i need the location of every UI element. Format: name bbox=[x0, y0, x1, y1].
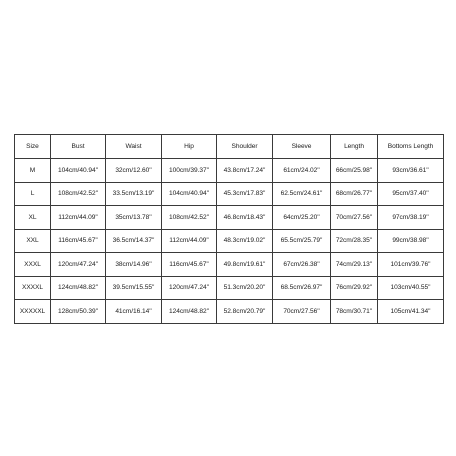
sleeve-cell: 65.5cm/25.79'' bbox=[273, 229, 331, 253]
header-row bbox=[15, 135, 444, 159]
shoulder-cell: 43.8cm/17.24'' bbox=[217, 159, 273, 183]
table-row bbox=[15, 206, 444, 230]
sleeve-cell: 61cm/24.02'' bbox=[273, 159, 331, 183]
shoulder-cell: 52.8cm/20.79'' bbox=[217, 300, 273, 324]
table-row bbox=[15, 159, 444, 183]
hip-cell: 108cm/42.52'' bbox=[162, 206, 217, 230]
length-cell: 74cm/29.13'' bbox=[331, 253, 378, 277]
size-cell: XXXXXL bbox=[15, 300, 51, 324]
shoulder-cell: 46.8cm/18.43'' bbox=[217, 206, 273, 230]
bottoms-length-cell: 101cm/39.76'' bbox=[378, 253, 444, 277]
sleeve-cell: 67cm/26.38'' bbox=[273, 253, 331, 277]
size-cell: XXXL bbox=[15, 253, 51, 277]
waist-cell: 36.5cm/14.37'' bbox=[106, 229, 162, 253]
bust-cell: 112cm/44.09'' bbox=[51, 206, 106, 230]
size-cell: XL bbox=[15, 206, 51, 230]
size-cell: M bbox=[15, 159, 51, 183]
hip-cell: 112cm/44.09'' bbox=[162, 229, 217, 253]
header-bottoms-length: Bottoms Length bbox=[378, 135, 444, 159]
hip-cell: 104cm/40.94'' bbox=[162, 182, 217, 206]
size-chart-body bbox=[15, 159, 444, 324]
header-sleeve: Sleeve bbox=[273, 135, 331, 159]
length-cell: 72cm/28.35'' bbox=[331, 229, 378, 253]
length-cell: 76cm/29.92'' bbox=[331, 276, 378, 300]
bottoms-length-cell: 93cm/36.61'' bbox=[378, 159, 444, 183]
sleeve-cell: 62.5cm/24.61'' bbox=[273, 182, 331, 206]
bottoms-length-cell: 103cm/40.55'' bbox=[378, 276, 444, 300]
size-cell: XXXXL bbox=[15, 276, 51, 300]
table-row bbox=[15, 300, 444, 324]
bottoms-length-cell: 95cm/37.40'' bbox=[378, 182, 444, 206]
header-length: Length bbox=[331, 135, 378, 159]
header-shoulder: Shoulder bbox=[217, 135, 273, 159]
hip-cell: 120cm/47.24'' bbox=[162, 276, 217, 300]
waist-cell: 32cm/12.60'' bbox=[106, 159, 162, 183]
shoulder-cell: 49.8cm/19.61'' bbox=[217, 253, 273, 277]
waist-cell: 38cm/14.96'' bbox=[106, 253, 162, 277]
sleeve-cell: 68.5cm/26.97'' bbox=[273, 276, 331, 300]
size-cell: L bbox=[15, 182, 51, 206]
hip-cell: 124cm/48.82'' bbox=[162, 300, 217, 324]
size-cell: XXL bbox=[15, 229, 51, 253]
header-waist: Waist bbox=[106, 135, 162, 159]
size-chart-header bbox=[15, 135, 444, 159]
bust-cell: 116cm/45.67'' bbox=[51, 229, 106, 253]
length-cell: 68cm/26.77'' bbox=[331, 182, 378, 206]
table-row bbox=[15, 182, 444, 206]
bust-cell: 128cm/50.39'' bbox=[51, 300, 106, 324]
size-chart-table bbox=[14, 134, 444, 324]
length-cell: 78cm/30.71'' bbox=[331, 300, 378, 324]
header-bust: Bust bbox=[51, 135, 106, 159]
length-cell: 70cm/27.56'' bbox=[331, 206, 378, 230]
bust-cell: 120cm/47.24'' bbox=[51, 253, 106, 277]
bust-cell: 108cm/42.52'' bbox=[51, 182, 106, 206]
sleeve-cell: 64cm/25.20'' bbox=[273, 206, 331, 230]
table-row bbox=[15, 229, 444, 253]
sleeve-cell: 70cm/27.56'' bbox=[273, 300, 331, 324]
header-size: Size bbox=[15, 135, 51, 159]
hip-cell: 100cm/39.37'' bbox=[162, 159, 217, 183]
shoulder-cell: 51.3cm/20.20'' bbox=[217, 276, 273, 300]
length-cell: 66cm/25.98'' bbox=[331, 159, 378, 183]
waist-cell: 35cm/13.78'' bbox=[106, 206, 162, 230]
bust-cell: 124cm/48.82'' bbox=[51, 276, 106, 300]
hip-cell: 116cm/45.67'' bbox=[162, 253, 217, 277]
bottoms-length-cell: 97cm/38.19'' bbox=[378, 206, 444, 230]
waist-cell: 33.5cm/13.19'' bbox=[106, 182, 162, 206]
table-row bbox=[15, 253, 444, 277]
shoulder-cell: 48.3cm/19.02'' bbox=[217, 229, 273, 253]
bottoms-length-cell: 99cm/38.98'' bbox=[378, 229, 444, 253]
waist-cell: 41cm/16.14'' bbox=[106, 300, 162, 324]
table-row bbox=[15, 276, 444, 300]
shoulder-cell: 45.3cm/17.83'' bbox=[217, 182, 273, 206]
header-hip: Hip bbox=[162, 135, 217, 159]
bust-cell: 104cm/40.94'' bbox=[51, 159, 106, 183]
waist-cell: 39.5cm/15.55'' bbox=[106, 276, 162, 300]
bottoms-length-cell: 105cm/41.34'' bbox=[378, 300, 444, 324]
